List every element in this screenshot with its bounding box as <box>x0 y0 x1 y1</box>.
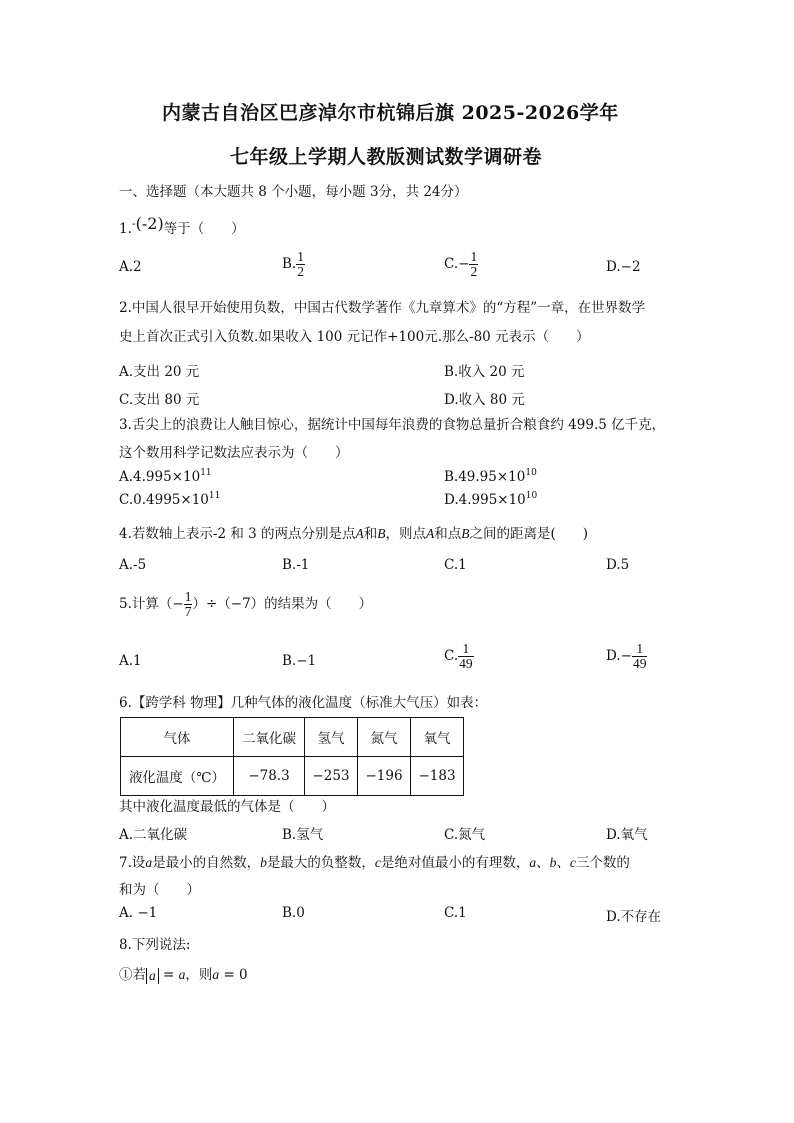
q5-text: ）÷（−7）的结果为（ ） <box>192 596 373 613</box>
section-header: 一、选择题（本大题共 8 个小题，每小题 3分，共 24分） <box>119 184 468 200</box>
q4-text: ，则点 <box>385 526 426 542</box>
q7-option-c: C.1 <box>444 905 467 921</box>
q1-option-b <box>282 250 305 279</box>
q5-option-b: B.−1 <box>282 653 317 669</box>
q3-option-a-base: A.4.995×10 <box>119 469 201 485</box>
q3-stem-line-1: 3.舌尖上的浪费让人触目惊心，据统计中国每年浪费的食物总量折合粮食约 499.5 亿千克， <box>119 417 666 433</box>
q4-option-a: A.-5 <box>119 557 147 573</box>
table-header-cell: 氧气 <box>411 718 464 757</box>
variable-a: a <box>178 967 186 982</box>
q4-text: 和 <box>363 526 378 542</box>
point-b: B <box>377 526 386 541</box>
table-cell: −253 <box>305 757 358 796</box>
q3-option-d <box>444 491 537 508</box>
q1-option-a: A.2 <box>119 259 142 275</box>
q3-option-d-base: D.4.995×10 <box>444 492 526 508</box>
table-row <box>121 757 464 796</box>
q1-stem: 等于（ ） <box>163 221 245 237</box>
q7-stem-line-1 <box>119 851 630 871</box>
fraction-numerator: 1 <box>184 589 192 604</box>
table-header-row <box>121 718 464 757</box>
q3-option-c <box>119 491 220 508</box>
q4-option-c: C.1 <box>444 557 467 573</box>
q8-statement-1 <box>119 963 248 984</box>
q7-text: 是最大的负整数， <box>266 855 375 871</box>
q3-option-a-exponent: 11 <box>200 468 212 478</box>
q8-stem: 8.下列说法: <box>119 937 191 953</box>
q1-minus: - <box>131 217 136 230</box>
q2-stem-line-2: 史上首次正式引入负数.如果收入 100 元记作+100元.那么-80 元表示（ ） <box>119 329 590 345</box>
q1-option-c <box>444 250 478 279</box>
table-cell: −183 <box>411 757 464 796</box>
fraction-denominator: 7 <box>184 604 192 620</box>
q2-option-c: C.支出 80 元 <box>119 392 200 408</box>
q2-option-d: D.收入 80 元 <box>444 392 525 408</box>
variables-abc: a、b、c <box>529 855 576 870</box>
q7-option-d: D.不存在 <box>606 909 662 925</box>
fraction-numerator: 1 <box>297 249 304 264</box>
point-a: A <box>355 526 364 541</box>
q1-number: 1. <box>119 221 132 237</box>
q6-option-c: C.氮气 <box>444 827 486 843</box>
q5-option-c-label: C. <box>444 648 459 665</box>
q2-option-a: A.支出 20 元 <box>119 364 200 380</box>
variable-c: c <box>374 855 381 870</box>
q1-option-c-fraction <box>469 250 478 279</box>
q7-text: 是最小的自然数， <box>152 855 261 871</box>
q3-option-a <box>119 468 212 485</box>
table-cell: −196 <box>358 757 411 796</box>
fraction-numerator: 1 <box>470 249 478 264</box>
question-1 <box>119 214 245 237</box>
q7-text: 三个数的 <box>575 855 630 871</box>
title-line-1: 内蒙古自治区巴彦淖尔市杭锦后旗 2025-2026学年 <box>162 102 619 124</box>
absolute-value-a: a <box>146 968 159 984</box>
fraction-denominator: 2 <box>470 264 478 280</box>
fraction-denominator: 49 <box>459 656 473 672</box>
q8-text: = 0 <box>219 967 248 983</box>
table-header-cell: 二氧化碳 <box>234 718 305 757</box>
q3-option-b-exponent: 10 <box>525 468 537 478</box>
q4-text: 4.若数轴上表示-2 和 3 的两点分别是点 <box>119 526 356 542</box>
q5-option-d <box>606 642 647 671</box>
q1-option-d: D.−2 <box>606 259 641 275</box>
table-cell: 液化温度（℃） <box>121 757 234 796</box>
table-header-cell: 气体 <box>121 718 234 757</box>
variable-a: a <box>145 855 153 870</box>
q1-expression: (-2) <box>135 214 164 233</box>
variable-a: a <box>212 967 220 982</box>
q5-option-c-fraction <box>458 642 474 671</box>
table-header-cell: 氢气 <box>305 718 358 757</box>
table-cell: −78.3 <box>234 757 305 796</box>
fraction-numerator: 1 <box>458 642 474 657</box>
fraction-denominator: 49 <box>632 656 647 672</box>
q4-stem <box>119 522 588 542</box>
point-a: A <box>426 526 435 541</box>
q5-option-d-label: D.− <box>606 648 632 665</box>
liquefaction-table <box>120 717 464 796</box>
q3-option-b <box>444 468 537 485</box>
variable-b: b <box>260 855 267 870</box>
q2-option-b: B.收入 20 元 <box>444 364 525 380</box>
q5-option-d-fraction <box>632 642 648 671</box>
q6-option-d: D.氧气 <box>606 827 648 843</box>
q4-option-d: D.5 <box>606 557 630 573</box>
title-line-2: 七年级上学期人教版测试数学调研卷 <box>230 146 543 168</box>
fraction-denominator: 2 <box>297 264 304 280</box>
q7-option-a: A. −1 <box>119 905 158 921</box>
table-header-cell: 氮气 <box>358 718 411 757</box>
q6-question: 其中液化温度最低的气体是（ ） <box>119 799 335 815</box>
fraction-numerator: 1 <box>632 642 648 657</box>
q7-text: 是绝对值最小的有理数， <box>380 855 530 871</box>
q3-option-c-exponent: 11 <box>208 491 221 501</box>
q3-stem-line-2: 这个数用科学记数法应表示为（ ） <box>119 445 349 461</box>
q1-option-b-label: B. <box>282 256 297 273</box>
q7-stem-line-2: 和为（ ） <box>119 882 200 898</box>
q8-text: ，则 <box>185 967 213 983</box>
q4-text: 和点 <box>434 526 462 542</box>
q5-option-a: A.1 <box>119 653 142 669</box>
point-b: B <box>461 526 470 541</box>
q1-option-b-fraction <box>296 250 305 279</box>
q3-option-b-base: B.49.95×10 <box>444 469 526 485</box>
q3-option-d-exponent: 10 <box>525 491 538 501</box>
q4-option-b: B.-1 <box>282 557 310 573</box>
q5-stem <box>119 590 372 619</box>
q6-option-b: B.氢气 <box>282 827 324 843</box>
q5-text: 5.计算（− <box>119 596 184 613</box>
q8-text: = <box>158 967 179 983</box>
q8-text: ①若 <box>119 967 146 983</box>
q2-stem-line-1: 2.中国人很早开始使用负数，中国古代数学著作《九章算术》的“方程”一章，在世界数学 <box>119 300 646 316</box>
q6-stem: 6.【跨学科 物理】几种气体的液化温度（标准大气压）如表： <box>119 695 488 711</box>
q3-option-c-base: C.0.4995×10 <box>119 492 209 508</box>
q6-option-a: A.二氧化碳 <box>119 827 188 843</box>
q7-option-b: B.0 <box>282 905 305 921</box>
q5-option-c <box>444 642 474 671</box>
q4-text: 之间的距离是( ) <box>469 526 589 542</box>
q1-option-c-label: C.− <box>444 256 470 273</box>
q7-text: 7.设 <box>119 855 146 871</box>
